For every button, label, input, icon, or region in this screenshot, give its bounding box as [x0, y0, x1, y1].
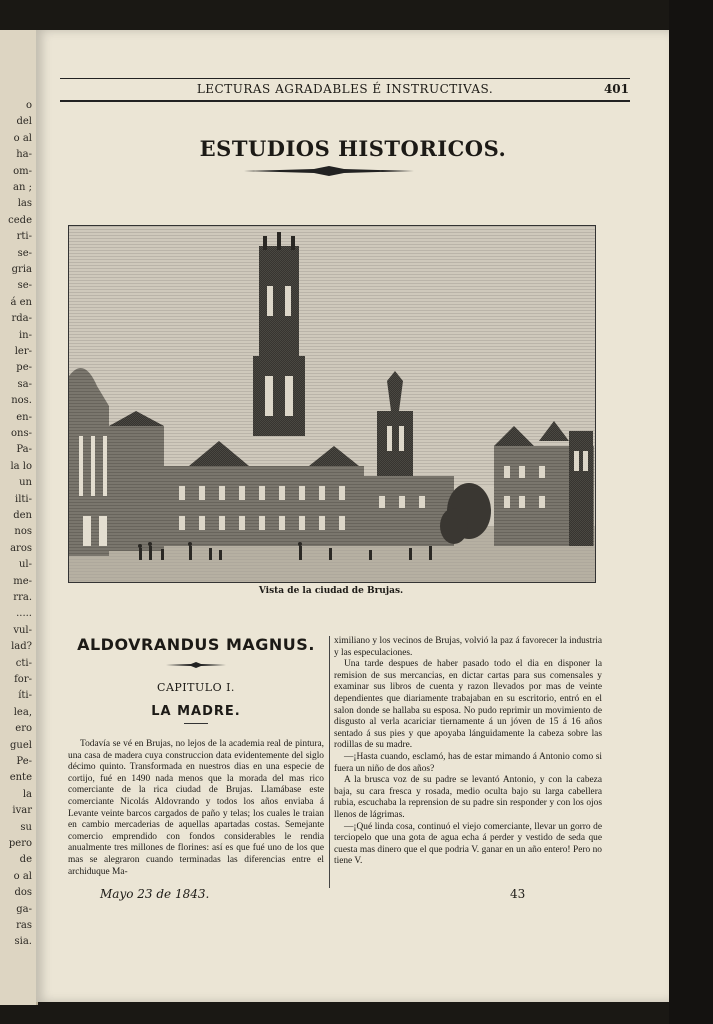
facing-page-fragment: ente [9, 772, 32, 784]
section-title: ESTUDIOS HISTORICOS. [199, 136, 507, 161]
illustration-caption: Vista de la ciudad de Brujas. [258, 586, 404, 596]
small-ornament [166, 662, 226, 668]
article-paragraph: Todavía se vé en Brujas, no lejos de la academia real de pintura, una casa de madera cuya construccion data evidentemente del siglo décimo quinto. Transformada en nuestros dias en una especie de cortijo, fué en 1490 nada menos que la morada del mas rico comerciante de la rica ciudad de Brujas. Llamábase este comerciante Nicolás Aldovrando y todos los años enviaba á Levante veinte barcos cargados de paño y telas; los cuales le traian en cambio mercaderias de aquellas apartadas costas. Semejante comercio emprendido con fondos considerables le rendia anualmente tres millones de florines: así es que fué uno de los que mas se alegraron cuando terminadas las diferencias entre el archiduque Ma- [68, 739, 324, 877]
facing-page-edge [0, 30, 38, 1005]
facing-page-fragment: las [17, 198, 32, 210]
article-paragraph: A la brusca voz de su padre se levantó Antonio, y con la cabeza baja, su cara fresca y rosada, medio oculta bajo su larga cabellera rubia, escuchaba la reprension de su padre sin responder y con los ojos llenos de lágrimas. [334, 775, 602, 820]
article-right-column [334, 636, 602, 868]
facing-page-fragment: en- [16, 411, 32, 423]
facing-page-fragment: nos. [11, 395, 32, 407]
facing-page-fragment: Pa- [16, 444, 32, 456]
facing-page-fragment: ul- [18, 559, 32, 571]
facing-page-fragment: del [16, 116, 32, 128]
article-paragraph: ximiliano y los vecinos de Brujas, volvió la paz á favorecer la industria y las especulaciones. [334, 636, 602, 658]
facing-page-fragment: nos [14, 526, 32, 538]
facing-page-fragment: ilti- [15, 493, 32, 505]
header-rule-top [60, 78, 630, 79]
scan-background [669, 0, 713, 1024]
facing-page-fragment: íti- [18, 690, 32, 702]
facing-page-fragment: rti- [16, 231, 32, 243]
story-title: ALDOVRANDUS MAGNUS. [77, 635, 315, 654]
signature-mark: 43 [510, 887, 526, 901]
facing-page-fragment: se- [17, 280, 32, 292]
facing-page-fragment: Pe- [16, 756, 32, 767]
facing-page-fragment: om- [13, 165, 32, 177]
facing-page-fragment: vul- [13, 624, 32, 636]
facing-page-fragment: la [22, 788, 32, 800]
facing-page-fragment: ero [15, 723, 32, 735]
facing-page-fragment: me- [13, 575, 32, 587]
facing-page-fragment: den [13, 510, 32, 521]
article-paragraph: Una tarde despues de haber pasado todo el dia en disponer la remision de sus mercancias, en dictar cartas para sus comensales y examinar sus libros de cuenta y razon llevados por mas de veinte dependientes que diariamente trabajaban en su escritorio, entró en el salon donde se hallaba su esposa. No pudo reprimir un movimiento de disgusto al verla acariciar tiernamente á un jóven de 15 á 16 años sentado á sus pies y que apoyaba lánguidamente la cabeza sobre las rodillas de su madre. [334, 659, 602, 751]
facing-page-fragment: lea, [13, 706, 32, 718]
facing-page-fragment: de [19, 854, 32, 866]
facing-page-fragment: lad? [11, 641, 32, 653]
facing-page-fragment: rra. [13, 592, 32, 603]
facing-page-fragment: cede [8, 214, 32, 226]
article-paragraph: —¡Hasta cuando, esclamó, has de estar mimando á Antonio como si fuera un niño de dos años? [334, 751, 602, 774]
facing-page-fragment: ivar [12, 805, 32, 817]
facing-page-fragment: ons- [11, 428, 32, 439]
facing-page-fragment: gria [11, 264, 32, 275]
facing-page-fragment: guel [10, 739, 32, 751]
facing-page-fragment: pero [8, 838, 32, 849]
subchapter-heading: LA MADRE. [151, 704, 241, 719]
facing-page-fragment: su [20, 821, 32, 833]
facing-page-fragment: sa- [17, 378, 32, 390]
facing-page-fragment: sia. [14, 936, 32, 948]
facing-page-fragment: un [19, 477, 32, 489]
facing-page-fragment: o al [13, 132, 32, 144]
facing-page-fragment: o [25, 100, 32, 111]
facing-page-fragment: ras [16, 920, 32, 931]
facing-page-fragment: ga- [16, 903, 32, 915]
facing-page-fragment: rda- [11, 313, 32, 325]
header-rule-bottom [60, 100, 630, 102]
facing-page-fragment: pe- [16, 362, 32, 374]
facing-page-fragment: in- [18, 329, 32, 341]
article-paragraph: —¡Qué linda cosa, continuó el viejo comerciante, llevar un gorro de terciopelo que una gota de agua echa á perder y vestido de seda que cuesta mas dinero que el que podria V. ganar en un año entero! Pero no tiene V. [334, 821, 602, 867]
engraving-view-of-bruges [68, 225, 596, 583]
article-left-column [68, 635, 324, 878]
page-number: 401 [603, 82, 629, 96]
facing-page-fragment: ha- [16, 149, 32, 161]
subchapter-rule [184, 723, 208, 724]
title-ornament [244, 166, 414, 176]
facing-page-fragment: ler- [14, 346, 32, 357]
chapter-heading: CAPITULO I. [157, 681, 235, 694]
facing-page-fragment: la lo [10, 460, 32, 472]
facing-page-fragment: dos [14, 887, 32, 899]
magazine-page [36, 30, 669, 1002]
facing-page-fragment: aros [10, 542, 32, 554]
belfry-tower [253, 232, 305, 436]
column-rule [329, 636, 330, 888]
facing-page-fragment: á en [10, 296, 32, 308]
issue-date: Mayo 23 de 1843. [100, 887, 210, 901]
facing-page-fragment: cti- [15, 657, 32, 669]
running-head: LECTURAS AGRADABLES É INSTRUCTIVAS. [196, 82, 494, 96]
facing-page-fragment: se- [17, 247, 32, 259]
facing-page-fragment: an ; [13, 182, 32, 193]
facing-page-fragment: o al [13, 870, 32, 882]
facing-page-fragment: for- [14, 674, 32, 685]
facing-page-fragment: ..... [16, 608, 32, 620]
